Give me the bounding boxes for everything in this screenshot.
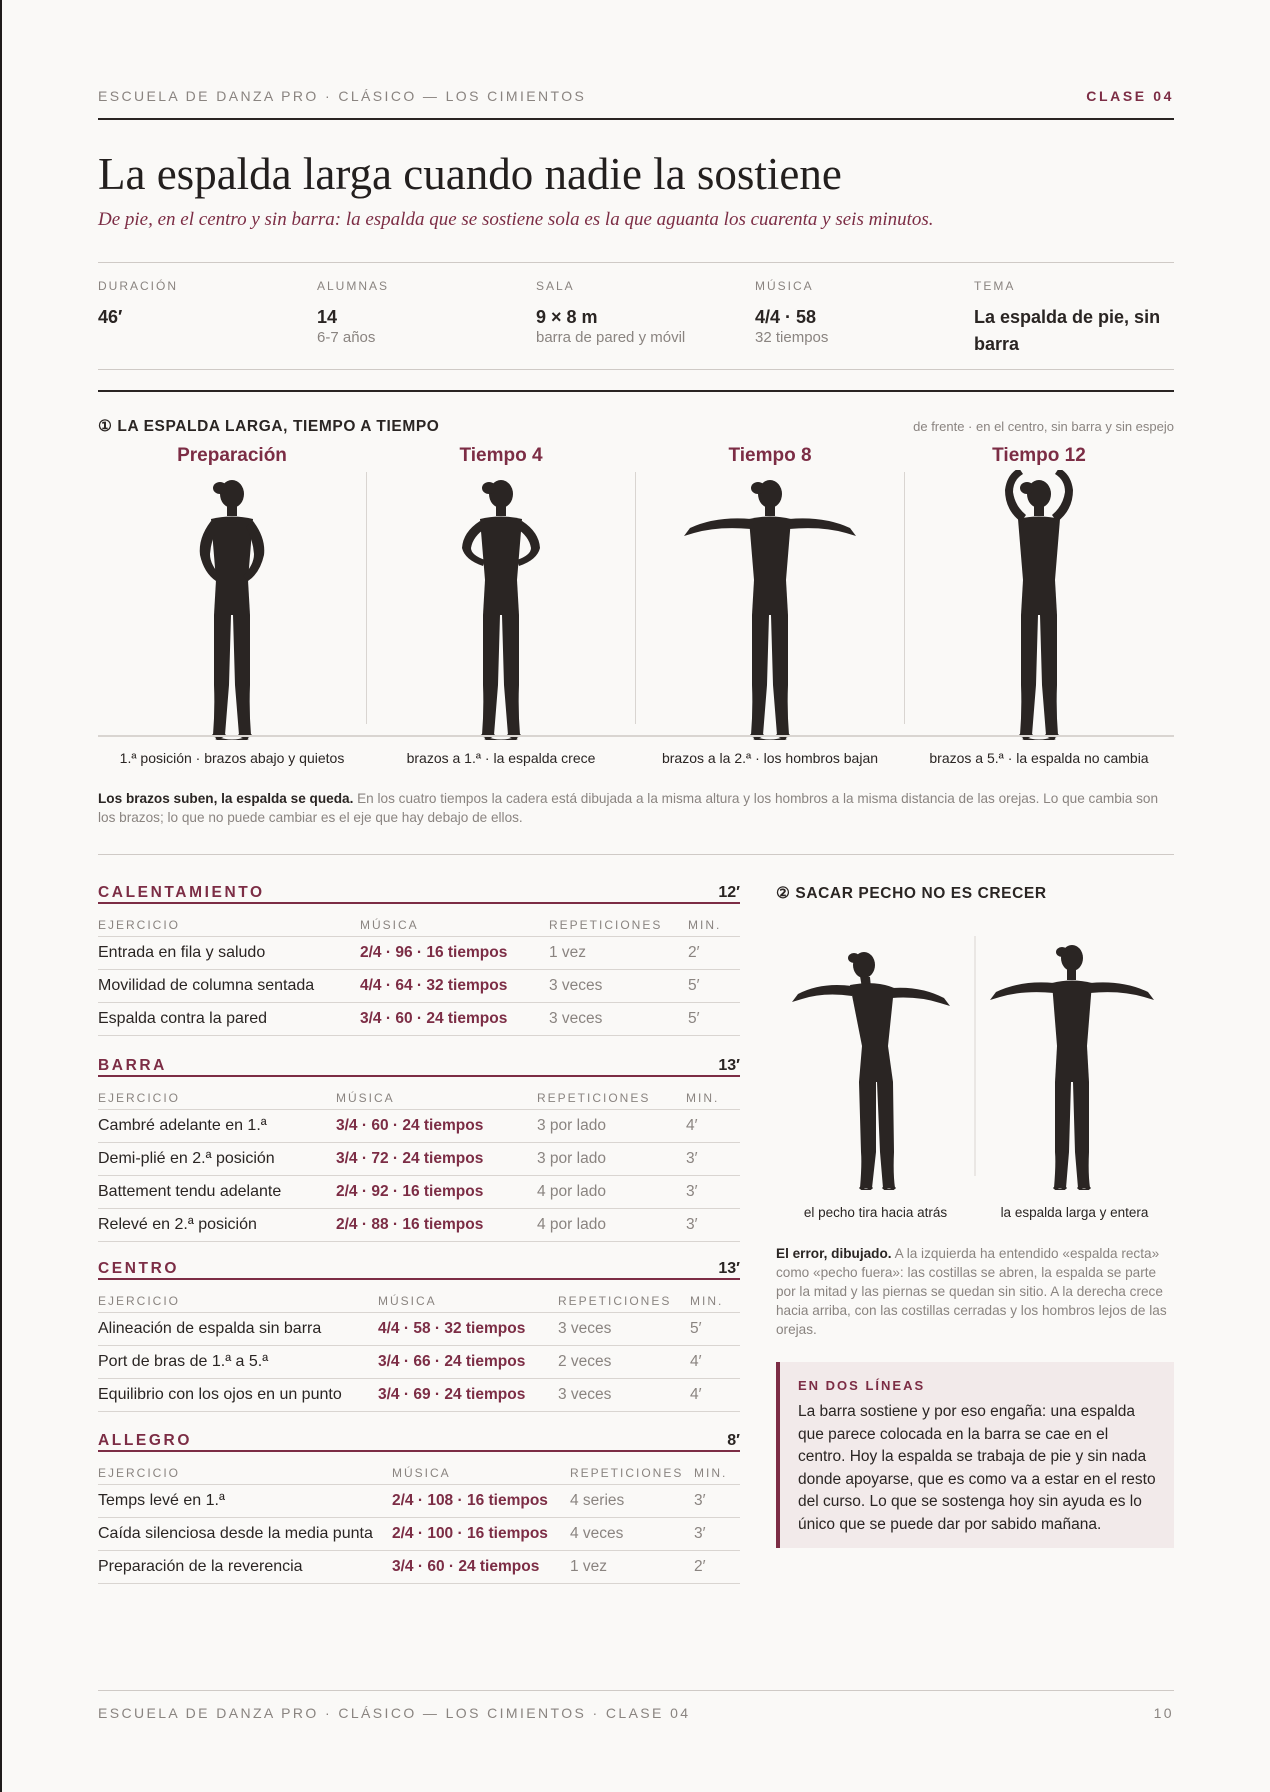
table-row [98, 1551, 740, 1584]
table-header-row [98, 1280, 740, 1313]
page-footer [98, 1705, 1174, 1721]
exercise-cell: Alineación de espalda sin barra [98, 1313, 378, 1346]
col-header: REPETICIONES [537, 1077, 686, 1110]
table-row [98, 1110, 740, 1143]
meta-value: 14 [317, 307, 338, 327]
minutes-cell: 3′ [686, 1209, 740, 1242]
meta-value: 9 × 8 m [536, 307, 598, 327]
table-row [98, 937, 740, 970]
pose-caption: 1.ª posición · brazos abajo y quietos [119, 750, 345, 766]
table-section-name: CENTRO [98, 1260, 180, 1277]
music-cell: 3/4 · 60 · 24 tiempos [360, 1003, 549, 1036]
figure-divider [635, 472, 636, 724]
music-cell: 3/4 · 60 · 24 tiempos [392, 1551, 570, 1584]
col-header: EJERCICIO [98, 1280, 378, 1313]
table-barra [98, 1049, 740, 1242]
meta-theme [974, 279, 1174, 358]
section-divider [98, 854, 1174, 855]
music-cell: 2/4 · 92 · 16 tiempos [336, 1176, 537, 1209]
music-cell: 2/4 · 108 · 16 tiempos [392, 1485, 570, 1518]
pose-title: Preparación [177, 445, 287, 466]
reps-cell: 4 por lado [537, 1209, 686, 1242]
music-cell: 3/4 · 66 · 24 tiempos [378, 1346, 558, 1379]
table-section-minutes: 12′ [718, 884, 740, 901]
exercise-cell: Preparación de la reverencia [98, 1551, 392, 1584]
minutes-cell: 2′ [688, 937, 740, 970]
col-header: MIN. [686, 1077, 740, 1110]
reps-cell: 3 veces [558, 1379, 690, 1412]
exercise-cell: Battement tendu adelante [98, 1176, 336, 1209]
col-header: MÚSICA [378, 1280, 558, 1313]
meta-sub: 6-7 años [317, 329, 376, 346]
meta-sub: 32 tiempos [755, 329, 829, 346]
meta-label: TEMA [974, 279, 1016, 293]
table-section-minutes: 8′ [727, 1432, 740, 1449]
col-header: REPETICIONES [558, 1280, 690, 1313]
reps-cell: 3 veces [549, 1003, 688, 1036]
page-title: La espalda larga cuando nadie la sostiene [98, 149, 842, 199]
col-header: MÚSICA [360, 904, 549, 937]
meta-label: ALUMNAS [317, 279, 390, 293]
music-cell: 3/4 · 72 · 24 tiempos [336, 1143, 537, 1176]
pose-caption: brazos a la 2.ª · los hombros bajan [661, 750, 879, 766]
table-allegro [98, 1424, 740, 1584]
meta-label: DURACIÓN [98, 279, 179, 293]
section2-explanation [776, 1244, 1174, 1339]
reps-cell: 3 veces [558, 1313, 690, 1346]
callout-text: La barra sostiene y por eso engaña: una espalda que parece colocada en la barra se cae en el centro. Hoy la espalda se trabaja de pie y sin nada donde apoyarse, que es como va a estar en el resto del curso. Lo que se sostenga hoy sin ayuda es lo único que se puede dar por sabido mañana. [798, 1403, 1156, 1533]
table-row [98, 1379, 740, 1412]
exercise-cell: Movilidad de columna sentada [98, 970, 360, 1003]
exercise-cell: Relevé en 2.ª posición [98, 1209, 336, 1242]
reps-cell: 3 por lado [537, 1143, 686, 1176]
reps-cell: 4 series [570, 1485, 694, 1518]
summary-callout [776, 1362, 1174, 1548]
minutes-cell: 4′ [690, 1379, 740, 1412]
pose-figure [367, 440, 635, 740]
music-cell: 3/4 · 69 · 24 tiempos [378, 1379, 558, 1412]
reps-cell: 3 veces [549, 970, 688, 1003]
table-section-name: ALLEGRO [98, 1432, 192, 1449]
table-section-minutes: 13′ [718, 1057, 740, 1074]
minutes-cell: 3′ [694, 1485, 740, 1518]
page-number: 10 [1153, 1705, 1174, 1721]
reps-cell: 2 veces [558, 1346, 690, 1379]
table-row [98, 1346, 740, 1379]
minutes-cell: 3′ [686, 1176, 740, 1209]
exercise-cell: Entrada en fila y saludo [98, 937, 360, 970]
floor-line [98, 735, 1174, 737]
col-header: EJERCICIO [98, 1452, 392, 1485]
pose-figure [636, 440, 904, 740]
minutes-cell: 5′ [690, 1313, 740, 1346]
minutes-cell: 2′ [694, 1551, 740, 1584]
table-row [98, 1313, 740, 1346]
meta-duration [98, 279, 298, 331]
table-section-header [98, 1424, 740, 1452]
running-title: ESCUELA DE DANZA PRO · CLÁSICO — LOS CIMIENTOS [98, 88, 587, 104]
table-row [98, 1143, 740, 1176]
meta-label: MÚSICA [755, 279, 814, 293]
header-rule [98, 118, 1174, 120]
figure-divider [366, 472, 367, 724]
exercise-cell: Equilibrio con los ojos en un punto [98, 1379, 378, 1412]
table-header-row [98, 1452, 740, 1485]
dancer-arms-low-illustration [98, 470, 366, 740]
exercise-cell: Temps levé en 1.ª [98, 1485, 392, 1518]
table-section-name: CALENTAMIENTO [98, 884, 265, 901]
callout-label: EN DOS LÍNEAS [798, 1378, 926, 1393]
section2-heading: ② SACAR PECHO NO ES CRECER [776, 885, 1047, 902]
exercise-cell: Cambré adelante en 1.ª [98, 1110, 336, 1143]
col-header: MÚSICA [392, 1452, 570, 1485]
exercise-table [98, 1452, 740, 1584]
col-header: REPETICIONES [549, 904, 688, 937]
explanation-lead: El error, dibujado. [776, 1246, 892, 1261]
posture-comparison-illustration [776, 930, 1174, 1190]
minutes-cell: 4′ [690, 1346, 740, 1379]
footer-text: ESCUELA DE DANZA PRO · CLÁSICO — LOS CIMIENTOS · CLASE 04 [98, 1705, 691, 1721]
col-header: EJERCICIO [98, 904, 360, 937]
section-rule [98, 390, 1174, 392]
dancer-arms-fifth-illustration [905, 470, 1173, 740]
col-header: EJERCICIO [98, 1077, 336, 1110]
col-header: MÚSICA [336, 1077, 537, 1110]
music-cell: 2/4 · 96 · 16 tiempos [360, 937, 549, 970]
exercise-table [98, 904, 740, 1036]
explanation-lead: Los brazos suben, la espalda se queda. [98, 791, 354, 806]
reps-cell: 4 veces [570, 1518, 694, 1551]
figure-divider [904, 472, 905, 724]
music-cell: 4/4 · 64 · 32 tiempos [360, 970, 549, 1003]
table-section-header [98, 1252, 740, 1280]
table-calentamiento [98, 876, 740, 1036]
table-row [98, 1485, 740, 1518]
minutes-cell: 3′ [686, 1143, 740, 1176]
meta-students [317, 279, 517, 346]
meta-value: 46′ [98, 307, 123, 327]
table-row [98, 1209, 740, 1242]
pose-figure [905, 440, 1173, 740]
exercise-cell: Caída silenciosa desde la media punta [98, 1518, 392, 1551]
dancer-arms-first-illustration [367, 470, 635, 740]
exercise-cell: Espalda contra la pared [98, 1003, 360, 1036]
posture-caption: la espalda larga y entera [1000, 1205, 1149, 1220]
section1-note: de frente · en el centro, sin barra y sin espejo [913, 419, 1174, 434]
pose-caption: brazos a 1.ª · la espalda crece [406, 750, 596, 766]
music-cell: 4/4 · 58 · 32 tiempos [378, 1313, 558, 1346]
meta-value: 4/4 · 58 [755, 307, 817, 327]
music-cell: 2/4 · 100 · 16 tiempos [392, 1518, 570, 1551]
table-row [98, 1518, 740, 1551]
minutes-cell: 3′ [694, 1518, 740, 1551]
table-section-minutes: 13′ [718, 1260, 740, 1277]
reps-cell: 3 por lado [537, 1110, 686, 1143]
table-section-header [98, 1049, 740, 1077]
dancer-chest-out [792, 952, 950, 1188]
pose-title: Tiempo 8 [728, 445, 812, 466]
pose-title: Tiempo 12 [992, 445, 1086, 466]
class-meta [98, 262, 1174, 370]
section1-explanation [98, 789, 1174, 827]
exercise-table [98, 1077, 740, 1242]
table-section-header [98, 876, 740, 904]
dancer-arms-second-illustration [636, 470, 904, 740]
reps-cell: 1 vez [570, 1551, 694, 1584]
reps-cell: 4 por lado [537, 1176, 686, 1209]
table-centro [98, 1252, 740, 1412]
exercise-table [98, 1280, 740, 1412]
running-header [98, 88, 1174, 104]
explanation-text: En los cuatro tiempos la cadera está dibujada a la misma altura y los hombros a la misma distancia de las orejas. Lo que cambia son los brazos; lo que no puede cambiar es el eje que hay debajo de ellos. [98, 791, 1159, 825]
minutes-cell: 4′ [686, 1110, 740, 1143]
music-cell: 3/4 · 60 · 24 tiempos [336, 1110, 537, 1143]
exercise-cell: Demi-plié en 2.ª posición [98, 1143, 336, 1176]
table-section-name: BARRA [98, 1057, 167, 1074]
col-header: REPETICIONES [570, 1452, 694, 1485]
col-header: MIN. [694, 1452, 740, 1485]
table-row [98, 1003, 740, 1036]
table-header-row [98, 904, 740, 937]
meta-label: SALA [536, 279, 575, 293]
minutes-cell: 5′ [688, 970, 740, 1003]
minutes-cell: 5′ [688, 1003, 740, 1036]
col-header: MIN. [688, 904, 740, 937]
pose-caption: brazos a 5.ª · la espalda no cambia [929, 750, 1149, 766]
page-subtitle: De pie, en el centro y sin barra: la espalda que se sostiene sola es la que aguanta los cuarenta y seis minutos. [98, 209, 934, 230]
exercise-cell: Port de bras de 1.ª a 5.ª [98, 1346, 378, 1379]
section1-heading: ① LA ESPALDA LARGA, TIEMPO A TIEMPO [98, 418, 440, 435]
meta-value: La espalda de pie, sin barra [974, 307, 1161, 354]
class-label: CLASE 04 [1086, 88, 1174, 104]
music-cell: 2/4 · 88 · 16 tiempos [336, 1209, 537, 1242]
table-row [98, 970, 740, 1003]
meta-room [536, 279, 736, 346]
pose-figure [98, 440, 366, 740]
page-left-edge [0, 0, 2, 1792]
dancer-long-back [990, 945, 1154, 1188]
footer-rule [98, 1690, 1174, 1691]
explanation-text: A la izquierda ha entendido «espalda recta» como «pecho fuera»: las costillas se abren, la espalda se parte por la mitad y las piernas se quedan sin sitio. A la derecha crece hacia arriba, con las costillas cerradas y los hombros lejos de las orejas. [776, 1246, 1167, 1337]
meta-sub: barra de pared y móvil [536, 329, 686, 346]
reps-cell: 1 vez [549, 937, 688, 970]
pose-title: Tiempo 4 [459, 445, 543, 466]
col-header: MIN. [690, 1280, 740, 1313]
meta-music [755, 279, 955, 346]
table-row [98, 1176, 740, 1209]
table-header-row [98, 1077, 740, 1110]
posture-caption: el pecho tira hacia atrás [803, 1205, 948, 1220]
